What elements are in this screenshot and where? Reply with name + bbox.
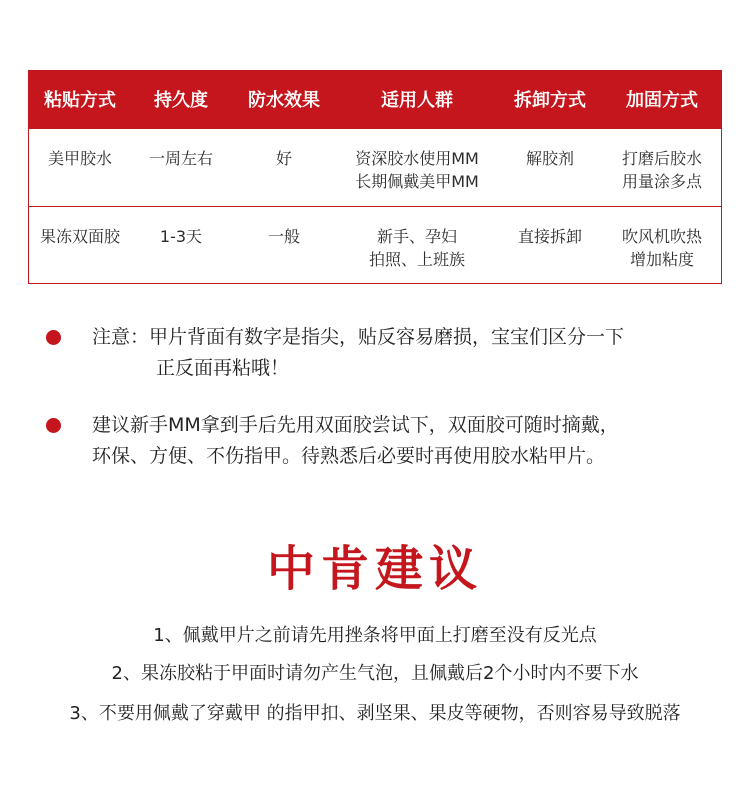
tip-item: 3、不要用佩戴了穿戴甲 的指甲扣、剥坚果、果皮等硬物，否则容易导致脱落 [69,703,681,724]
cell-users-line: 资深胶水使用MM [355,149,479,168]
cell-waterproof: 好 [275,149,292,168]
bullet-dot-icon [46,330,61,345]
header-duration: 持久度 [154,89,208,111]
header-removal: 拆卸方式 [514,89,586,111]
cell-reinforce [603,207,721,284]
cell-users-line: 拍照、上班族 [368,250,465,269]
cell-method: 果冻双面胶 [39,227,120,246]
cell-users [337,207,497,284]
cell-reinforce-line: 吹风机吹热 [621,227,702,246]
note-line: 建议新手MM拿到手后先用双面胶尝试下，双面胶可随时摘戴， [92,414,619,436]
cell-method: 美甲胶水 [47,149,112,168]
cell-reinforce [603,129,721,206]
table-row [29,207,721,284]
note-line: 正反面再粘哦！ [156,357,290,379]
tip-item: 1、佩戴甲片之前请先用挫条将甲面上打磨至没有反光点 [153,625,597,646]
header-users: 适用人群 [381,89,453,111]
cell-duration: 一周左右 [148,149,213,168]
section-heading: 中肯建议 [266,541,483,597]
tip-item: 2、果冻胶粘于甲面时请勿产生气泡，且佩戴后2个小时内不要下水 [111,663,639,684]
note-item [46,322,726,386]
cell-users [337,129,497,206]
cell-users-line: 新手、孕妇 [376,227,457,246]
table-row [29,129,721,207]
cell-reinforce-line: 用量涂多点 [621,172,702,191]
header-reinforce: 加固方式 [626,89,698,111]
cell-reinforce-line: 打磨后胶水 [621,149,702,168]
cell-removal: 直接拆卸 [517,227,582,246]
cell-removal: 解胶剂 [525,149,574,168]
header-waterproof: 防水效果 [248,89,320,111]
cell-waterproof: 一般 [267,227,300,246]
comparison-table [28,70,722,284]
cell-users-line: 长期佩戴美甲MM [355,172,479,191]
bullet-dot-icon [46,418,61,433]
cell-reinforce-line: 增加粘度 [629,250,694,269]
cell-duration: 1-3天 [159,227,203,246]
table-header [29,71,721,129]
note-item [46,410,726,474]
note-line: 注意：甲片背面有数字是指尖，贴反容易磨损，宝宝们区分一下 [92,326,625,348]
header-method: 粘贴方式 [44,89,116,111]
note-line: 环保、方便、不伤指甲。待熟悉后必要时再使用胶水粘甲片。 [92,445,606,467]
